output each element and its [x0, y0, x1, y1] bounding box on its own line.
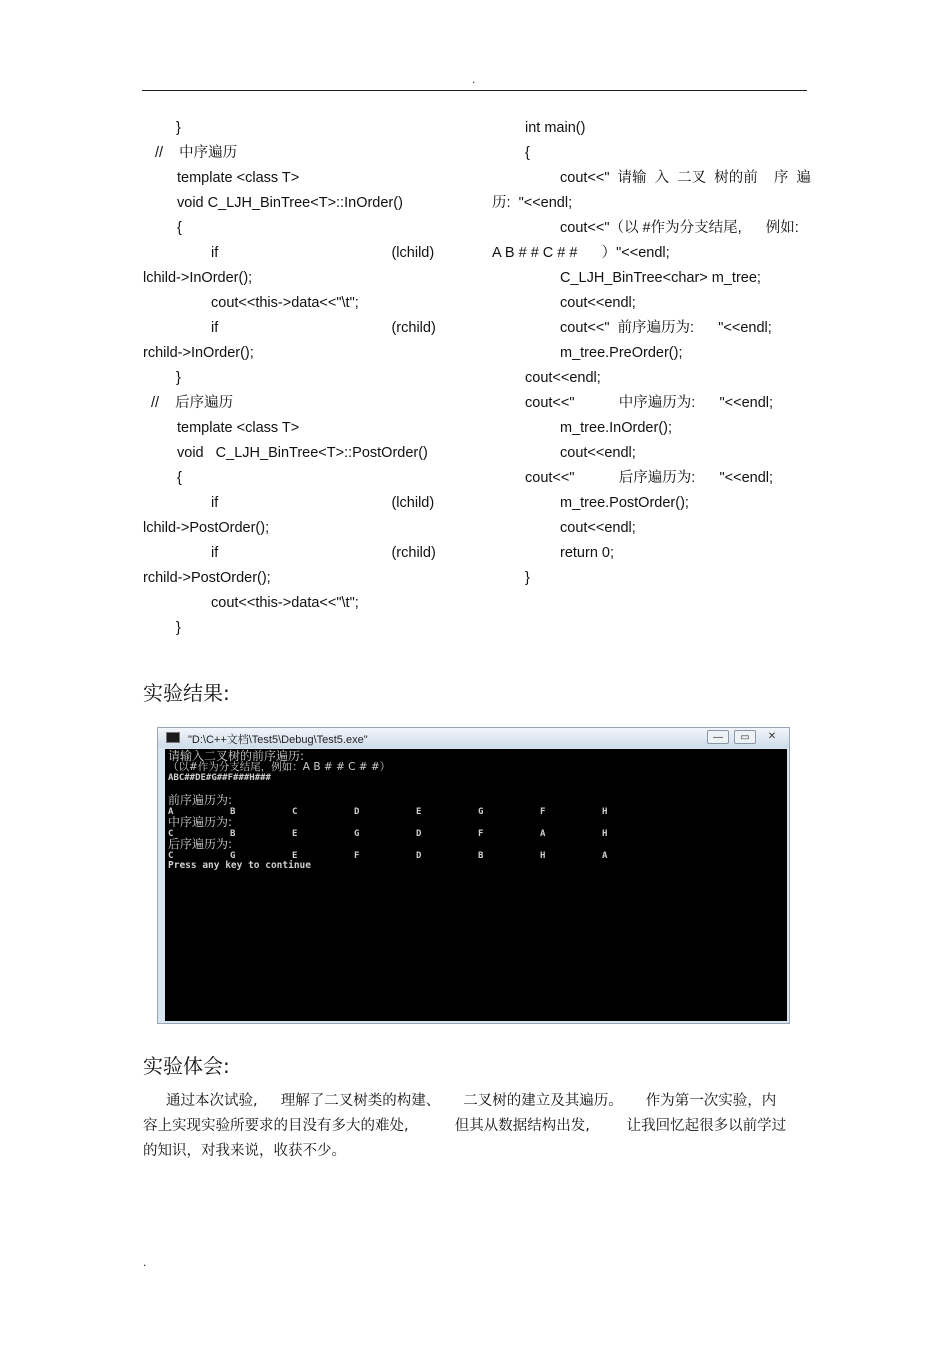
code-line: template <class T> [177, 420, 300, 436]
code-line: template <class T> [177, 170, 300, 186]
inorder-value: B [230, 829, 236, 839]
code-line: m_tree.InOrder(); [560, 420, 672, 436]
console-input: ABC##DE#G##F###H### [168, 773, 271, 783]
code-line: rchild->InOrder(); [143, 345, 254, 361]
postorder-value: C [168, 851, 174, 861]
code-line: m_tree.PreOrder(); [560, 345, 683, 361]
code-line: if (lchild) [211, 245, 435, 261]
inorder-value: H [602, 829, 608, 839]
left-code-column [0, 116, 470, 646]
result-heading: 实验结果: [143, 681, 230, 705]
inorder-value: G [354, 829, 360, 839]
preorder-value: F [540, 807, 546, 817]
close-button[interactable]: ✕ [767, 731, 777, 742]
console-app-icon [166, 732, 180, 743]
code-line: cout<<endl; [560, 445, 636, 461]
preorder-value: A [168, 807, 174, 817]
postorder-value: F [354, 851, 360, 861]
postorder-value: G [230, 851, 236, 861]
code-line: m_tree.PostOrder(); [560, 495, 689, 511]
preorder-value: G [478, 807, 484, 817]
code-line: int main() [525, 120, 586, 136]
code-line: { [177, 220, 182, 236]
postorder-label: 后序遍历为: [168, 837, 233, 851]
code-line: rchild->PostOrder(); [143, 570, 271, 586]
console-footer: Press any key to continue [168, 860, 311, 871]
code-line: { [525, 145, 530, 161]
code-line: cout<<" 前序遍历为: "<<endl; [560, 320, 772, 336]
code-line: 历: "<<endl; [492, 195, 573, 211]
code-comment: // 中序遍历 [155, 145, 238, 161]
code-line: cout<<" 请输 入 二叉 树的前 序 遍 [560, 170, 811, 186]
code-line: cout<<endl; [560, 295, 636, 311]
preorder-label: 前序遍历为: [168, 793, 233, 807]
inorder-value: F [478, 829, 484, 839]
code-line: cout<<this->data<<"\t"; [211, 595, 359, 611]
code-line: if (lchild) [211, 495, 435, 511]
maximize-button[interactable]: ▭ [734, 730, 756, 744]
code-line: if (rchild) [211, 320, 436, 336]
code-line: lchild->PostOrder(); [143, 520, 270, 536]
code-line: } [176, 120, 181, 136]
code-line: } [176, 620, 181, 636]
right-code-column [470, 116, 950, 596]
inorder-label: 中序遍历为: [168, 815, 233, 829]
code-line: void C_LJH_BinTree<T>::PostOrder() [177, 445, 428, 461]
code-line: C_LJH_BinTree<char> m_tree; [560, 270, 761, 286]
code-line: cout<<"（以 #作为分支结尾, 例如: [560, 220, 799, 236]
header-rule [142, 90, 807, 91]
paragraph-line: 的知识，对我来说，收获不少。 [143, 1143, 346, 1159]
postorder-value: E [292, 851, 298, 861]
window-title: "D:\C++文档\Test5\Debug\Test5.exe" [188, 734, 368, 746]
reflection-paragraph [143, 1089, 803, 1164]
paragraph-line: 通过本次试验, 理解了二叉树类的构建、 二叉树的建立及其遍历。 作为第一次实验，内 [143, 1093, 777, 1109]
reflection-heading: 实验体会: [143, 1054, 230, 1078]
console-window [157, 727, 790, 1024]
paragraph-line: 容上实现实验所要求的目没有多大的难处, 但其从数据结构出发, 让我回忆起很多以前学过 [143, 1118, 787, 1134]
header-dot: . [472, 72, 476, 86]
postorder-value: A [602, 851, 608, 861]
preorder-value: E [416, 807, 422, 817]
postorder-value: H [540, 851, 546, 861]
code-line: cout<<endl; [560, 520, 636, 536]
inorder-value: E [292, 829, 298, 839]
preorder-value: B [230, 807, 236, 817]
postorder-value: D [416, 851, 422, 861]
code-line: A B # # C # # ）"<<endl; [492, 245, 670, 261]
inorder-value: C [168, 829, 174, 839]
code-line: cout<<this->data<<"\t"; [211, 295, 359, 311]
postorder-value: B [478, 851, 484, 861]
code-line: { [177, 470, 182, 486]
inorder-value: D [416, 829, 422, 839]
console-prompt-hint: （以#作为分支结尾，例如：A B # # C # #） [168, 761, 391, 773]
preorder-value: C [292, 807, 298, 817]
code-line: cout<<" 中序遍历为: "<<endl; [525, 395, 774, 411]
minimize-button[interactable]: — [707, 730, 729, 744]
code-line: lchild->InOrder(); [143, 270, 253, 286]
code-line: if (rchild) [211, 545, 436, 561]
code-line: return 0; [560, 545, 614, 561]
code-comment: // 后序遍历 [151, 395, 234, 411]
preorder-value: H [602, 807, 608, 817]
code-line: cout<<endl; [525, 370, 601, 386]
code-line: } [176, 370, 181, 386]
console-prompt: 请输入二叉树的前序遍历: [168, 749, 305, 763]
code-line: cout<<" 后序遍历为: "<<endl; [525, 470, 774, 486]
footer-dot: . [143, 1255, 147, 1269]
console-output [165, 749, 787, 1021]
code-line: } [525, 570, 530, 586]
inorder-value: A [540, 829, 546, 839]
preorder-value: D [354, 807, 360, 817]
code-line: void C_LJH_BinTree<T>::InOrder() [177, 195, 403, 211]
window-titlebar[interactable] [158, 728, 789, 748]
